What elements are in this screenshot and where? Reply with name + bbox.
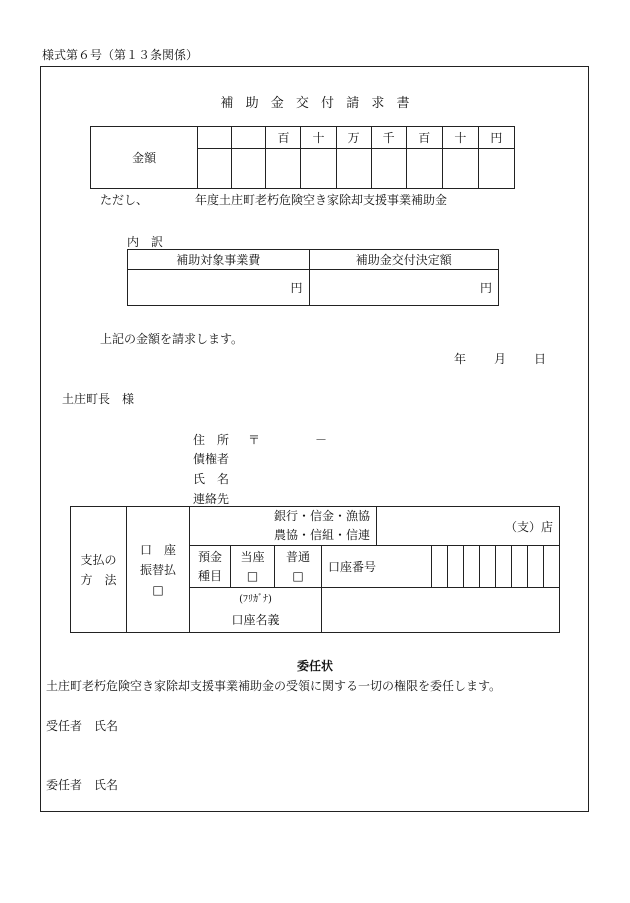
page-title: 補 助 金 交 付 請 求 書 xyxy=(220,96,410,111)
account-digit-cell[interactable] xyxy=(544,546,560,588)
account-digit-cell[interactable] xyxy=(464,546,480,588)
yen-unit: 円 xyxy=(479,281,492,295)
deposit-type-line: 種目 xyxy=(197,568,222,583)
amount-digit-cell[interactable] xyxy=(478,149,514,189)
creditor-label: 債権者 xyxy=(193,452,230,466)
decided-amount-field[interactable] xyxy=(309,270,499,306)
address-label: 住 所 xyxy=(193,433,230,447)
amount-unit: 十 xyxy=(442,127,478,149)
current-account-option[interactable] xyxy=(231,546,275,588)
payment-method-table xyxy=(70,506,560,633)
account-digit-cell[interactable] xyxy=(496,546,512,588)
purpose-text: 年度土庄町老朽危険空き家除却支援事業補助金 xyxy=(195,193,448,207)
amount-unit xyxy=(198,127,232,149)
amount-label: 金額 xyxy=(91,127,198,189)
account-digit-cell[interactable] xyxy=(432,546,448,588)
account-holder-field[interactable] xyxy=(322,588,560,633)
deposit-type-line: 預金 xyxy=(197,549,222,564)
addressee: 土庄町長 様 xyxy=(62,392,135,406)
account-transfer-checkbox[interactable]: □ xyxy=(152,582,164,597)
amount-table xyxy=(90,126,515,189)
purpose-prefix: ただし、 xyxy=(100,193,149,207)
date-day: 日 xyxy=(534,352,547,366)
savings-account-label: 普通 xyxy=(285,549,310,564)
postal-dash: － xyxy=(315,433,328,447)
payment-method-label xyxy=(71,507,127,633)
payment-method-label-line: 支払の xyxy=(80,552,117,567)
name-label: 氏 名 xyxy=(193,472,230,486)
current-account-label: 当座 xyxy=(240,549,265,564)
breakdown-heading: 内 訳 xyxy=(127,235,164,249)
amount-unit: 万 xyxy=(336,127,371,149)
savings-account-checkbox[interactable]: □ xyxy=(292,568,304,583)
account-digit-cell[interactable] xyxy=(512,546,528,588)
amount-digit-cell[interactable] xyxy=(266,149,301,189)
amount-digit-cell[interactable] xyxy=(336,149,371,189)
payment-method-label-line: 方 法 xyxy=(80,572,117,587)
account-transfer-option[interactable] xyxy=(127,507,190,633)
account-holder-label xyxy=(190,588,322,633)
breakdown-table xyxy=(127,249,499,306)
bank-name-field[interactable] xyxy=(190,507,377,546)
bank-type-line: 銀行・信金・漁協 xyxy=(273,509,370,523)
furigana-label: (ﾌﾘｶﾞﾅ) xyxy=(239,594,272,605)
form-number-label: 様式第６号（第１３条関係） xyxy=(42,48,199,62)
deposit-type-label xyxy=(190,546,231,588)
breakdown-col-eligible-cost: 補助対象事業費 xyxy=(128,250,310,270)
amount-digit-cell[interactable] xyxy=(301,149,336,189)
yen-unit: 円 xyxy=(290,281,303,295)
date-year: 年 xyxy=(454,352,467,366)
amount-unit: 千 xyxy=(371,127,406,149)
request-statement: 上記の金額を請求します。 xyxy=(100,332,244,346)
branch-label: （支）店 xyxy=(504,519,553,534)
savings-account-option[interactable] xyxy=(275,546,322,588)
amount-unit: 十 xyxy=(301,127,336,149)
amount-digit-cell[interactable] xyxy=(371,149,406,189)
amount-unit: 円 xyxy=(478,127,514,149)
breakdown-col-decided-amount: 補助金交付決定額 xyxy=(309,250,499,270)
account-holder-name-label: 口座名義 xyxy=(231,613,280,627)
account-number-label: 口座番号 xyxy=(322,546,432,588)
eligible-cost-field[interactable] xyxy=(128,270,310,306)
contact-label: 連絡先 xyxy=(193,492,230,506)
bank-type-line: 農協・信組・信連 xyxy=(273,528,370,542)
amount-unit xyxy=(232,127,266,149)
branch-name-field[interactable] xyxy=(377,507,560,546)
delegation-title: 委任状 xyxy=(296,659,333,673)
amount-digit-cell[interactable] xyxy=(232,149,266,189)
account-digit-cell[interactable] xyxy=(448,546,464,588)
account-transfer-label: 口 座 xyxy=(139,542,176,557)
current-account-checkbox[interactable]: □ xyxy=(246,568,259,583)
amount-digit-cell[interactable] xyxy=(442,149,478,189)
account-digit-cell[interactable] xyxy=(480,546,496,588)
date-month: 月 xyxy=(494,352,507,366)
postal-mark: 〒 xyxy=(248,433,261,447)
account-digit-cell[interactable] xyxy=(528,546,544,588)
amount-unit: 百 xyxy=(406,127,442,149)
delegator-name-label: 委任者 氏名 xyxy=(46,778,119,792)
delegation-text: 土庄町老朽危険空き家除却支援事業補助金の受領に関する一切の権限を委任します。 xyxy=(46,679,502,693)
amount-unit: 百 xyxy=(266,127,301,149)
account-transfer-label: 振替払 xyxy=(139,562,176,577)
amount-digit-cell[interactable] xyxy=(406,149,442,189)
amount-digit-cell[interactable] xyxy=(198,149,232,189)
delegate-name-label: 受任者 氏名 xyxy=(46,719,119,733)
